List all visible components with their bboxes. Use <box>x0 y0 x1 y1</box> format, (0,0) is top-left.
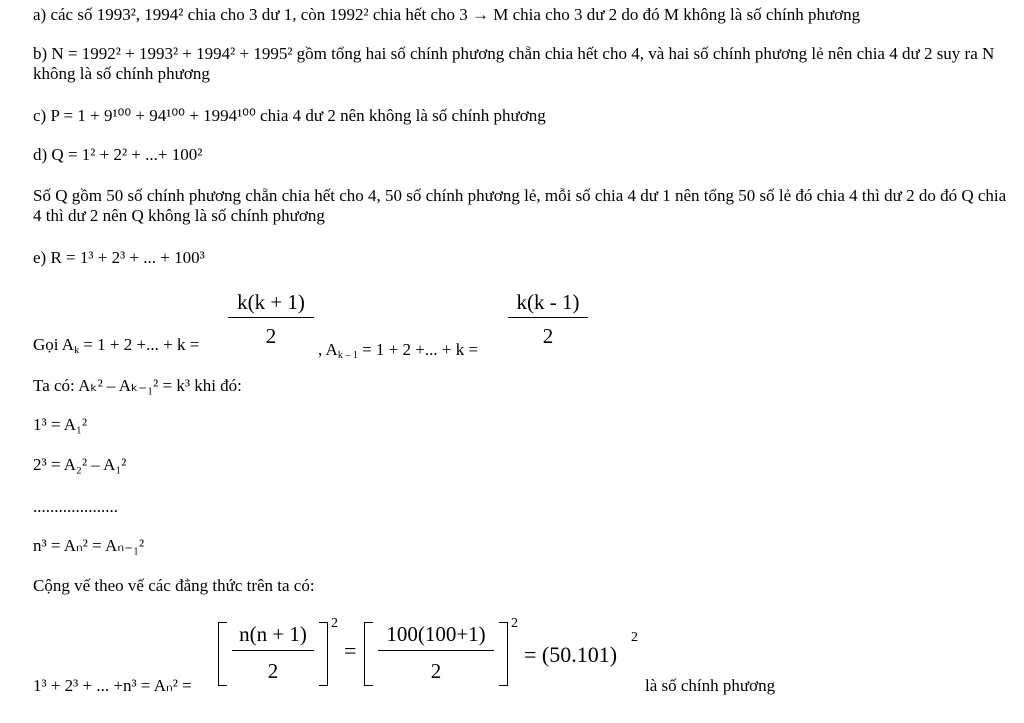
equals-1: = <box>344 638 357 663</box>
ta-co-line: Ta có: Aₖ² – Aₖ₋₁² = k³ khi đó: <box>33 376 242 395</box>
bracket-n-denominator: 2 <box>267 659 279 683</box>
goi-prefix: Gọi A <box>33 335 75 354</box>
step-n: n³ = Aₙ² = Aₙ₋₁² <box>33 536 145 555</box>
final-tail: là số chính phương <box>645 676 776 695</box>
item-e: e) R = 1³ + 2³ + ... + 100³ <box>33 248 205 267</box>
item-d-explanation: Số Q gồm 50 số chính phương chẵn chia hết cho 4, 50 số chính phương lẻ, mỗi số chia 4 dư 1 nên tổng 50 số lẻ đó chia 4 thì dư 2 do đó Q chia 4 thì dư 2 nên Q không là số chính phương <box>33 186 1007 225</box>
fraction-k-minus-1-numerator: k(k - 1) <box>508 290 588 318</box>
goi-sep: , A <box>318 340 338 359</box>
bracket-n-fraction <box>218 622 328 686</box>
final-lhs: 1³ + 2³ + ... +n³ = Aₙ² = <box>33 676 192 695</box>
exponent-1: 2 <box>331 616 338 631</box>
step-dots: .................... <box>33 497 118 516</box>
cong-line: Cộng vế theo vế các đẳng thức trên ta có: <box>33 576 315 595</box>
item-d: d) Q = 1² + 2² + ...+ 100² <box>33 145 203 164</box>
step-1: 1³ = A₁² <box>33 415 88 434</box>
bracket-100-denominator: 2 <box>430 659 442 683</box>
goi-line <box>33 335 199 355</box>
exponent-3: 2 <box>631 630 638 645</box>
fraction-k-plus-1 <box>228 290 314 349</box>
item-a: a) các số 1993², 1994² chia cho 3 dư 1, còn 1992² chia hết cho 3 → M chia cho 3 dư 2 do đó M không là số chính phương <box>33 5 861 24</box>
goi-mid2: = 1 + 2 +... + k = <box>357 340 479 359</box>
exponent-2: 2 <box>511 616 518 631</box>
item-c: c) P = 1 + 9¹⁰⁰ + 94¹⁰⁰ + 1994¹⁰⁰ chia 4 dư 2 nên không là số chính phương <box>33 106 546 125</box>
fraction-k-plus-1-numerator: k(k + 1) <box>228 290 314 318</box>
item-b: b) N = 1992² + 1993² + 1994² + 1995² gồm tổng hai số chính phương chẵn chia hết cho 4, và hai số chính phương lẻ nên chia 4 dư 2 suy ra N không là số chính phương <box>33 44 995 83</box>
equals-product: = (50.101) <box>524 642 618 667</box>
fraction-k-minus-1 <box>508 290 588 349</box>
fraction-k-minus-1-denominator: 2 <box>542 324 554 348</box>
goi-sub-k1: k – 1 <box>337 350 358 361</box>
bracket-n-numerator: n(n + 1) <box>232 622 314 651</box>
goi-sub-k: k <box>74 345 80 356</box>
goi-mid1: = 1 + 2 +... + k = <box>79 335 200 354</box>
bracket-100-numerator: 100(100+1) <box>378 622 494 651</box>
bracket-100-fraction <box>364 622 508 686</box>
fraction-k-plus-1-denominator: 2 <box>265 324 277 348</box>
goi-line-2 <box>318 340 478 360</box>
step-2: 2³ = A₂² – A₁² <box>33 455 127 474</box>
